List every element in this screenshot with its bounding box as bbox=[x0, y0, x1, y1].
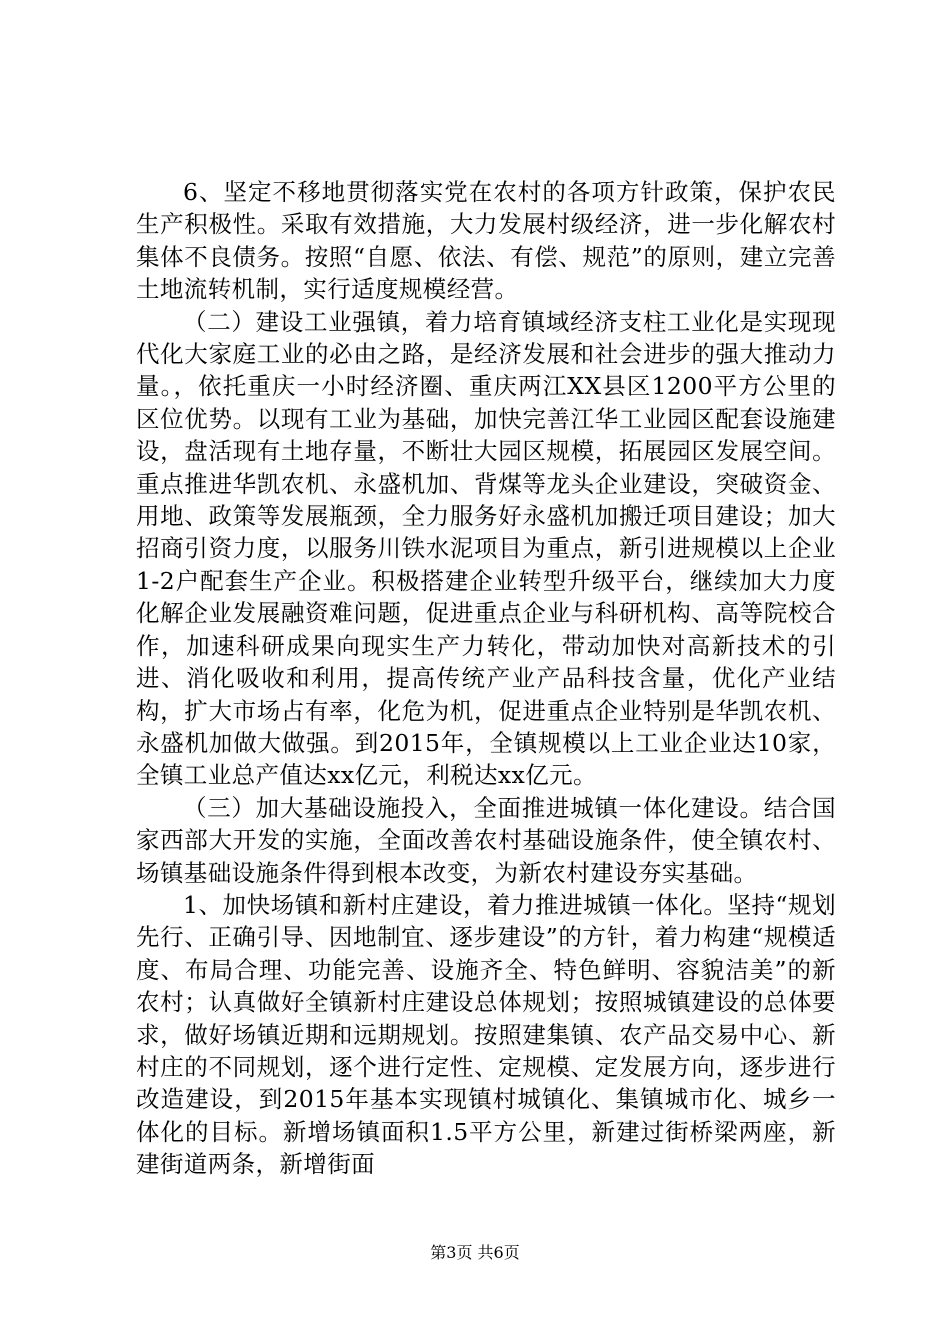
page-number-footer: 第3页 共6页 bbox=[430, 1243, 520, 1262]
paragraph-industry-section-2: （二）建设工业强镇，着力培育镇域经济支柱工业化是实现现代化大家庭工业的必由之路，是经济发展和社会进步的强大推动力量。，依托重庆一小时经济圈、重庆两江XX县区1200平方公里的区位优势。以现有工业为基础，加快完善江华工业园区配套设施建设，盘活现有土地存量，不断壮大园区规模，拓展园区发展空间。重点推进华凯农机、永盛机加、背煤等龙头企业建设，突破资金、用地、政策等发展瓶颈，全力服务好永盛机加搬迁项目建设；加大招商引资力度，以服务川铁水泥项目为重点，新引进规模以上企业1-2户配套生产企业。积极搭建企业转型升级平台，继续加大力度化解企业发展融资难问题，促进重点企业与科研机构、高等院校合作，加速科研成果向现实生产力转化，带动加快对高新技术的引进、消化吸收和利用，提高传统产业产品科技含量，优化产业结构，扩大市场占有率，化危为机，促进重点企业特别是华凯农机、永盛机加做大做强。到2015年，全镇规模以上工业企业达10家，全镇工业总产值达xx亿元，利税达xx亿元。 bbox=[136, 307, 836, 790]
document-body bbox=[136, 176, 836, 1181]
paragraph-policy-6: 6、坚定不移地贯彻落实党在农村的各项方针政策，保护农民生产积极性。采取有效措施，大力发展村级经济，进一步化解农村集体不良债务。按照“自愿、依法、有偿、规范”的原则，建立完善土地流转机制，实行适度规模经营。 bbox=[136, 178, 836, 304]
paragraph-infrastructure-section-3: （三）加大基础设施投入，全面推进城镇一体化建设。结合国家西部大开发的实施，全面改善农村基础设施条件，使全镇农村、场镇基础设施条件得到根本改变，为新农村建设夯实基础。 bbox=[136, 793, 836, 887]
paragraph-town-construction-1: 1、加快场镇和新村庄建设，着力推进城镇一体化。坚持“规划先行、正确引导、因地制宜、逐步建设”的方针，着力构建“规模适度、布局合理、功能完善、设施齐全、特色鲜明、容貌洁美”的新农村；认真做好全镇新村庄建设总体规划；按照城镇建设的总体要求，做好场镇近期和远期规划。按照建集镇、农产品交易中心、新村庄的不同规划，逐个进行定性、定规模、定发展方向，逐步进行改造建设，到2015年基本实现镇村城镇化、集镇城市化、城乡一体化的目标。新增场镇面积1.5平方公里，新建过街桥梁两座，新建街道两条，新增街面 bbox=[136, 890, 836, 1179]
